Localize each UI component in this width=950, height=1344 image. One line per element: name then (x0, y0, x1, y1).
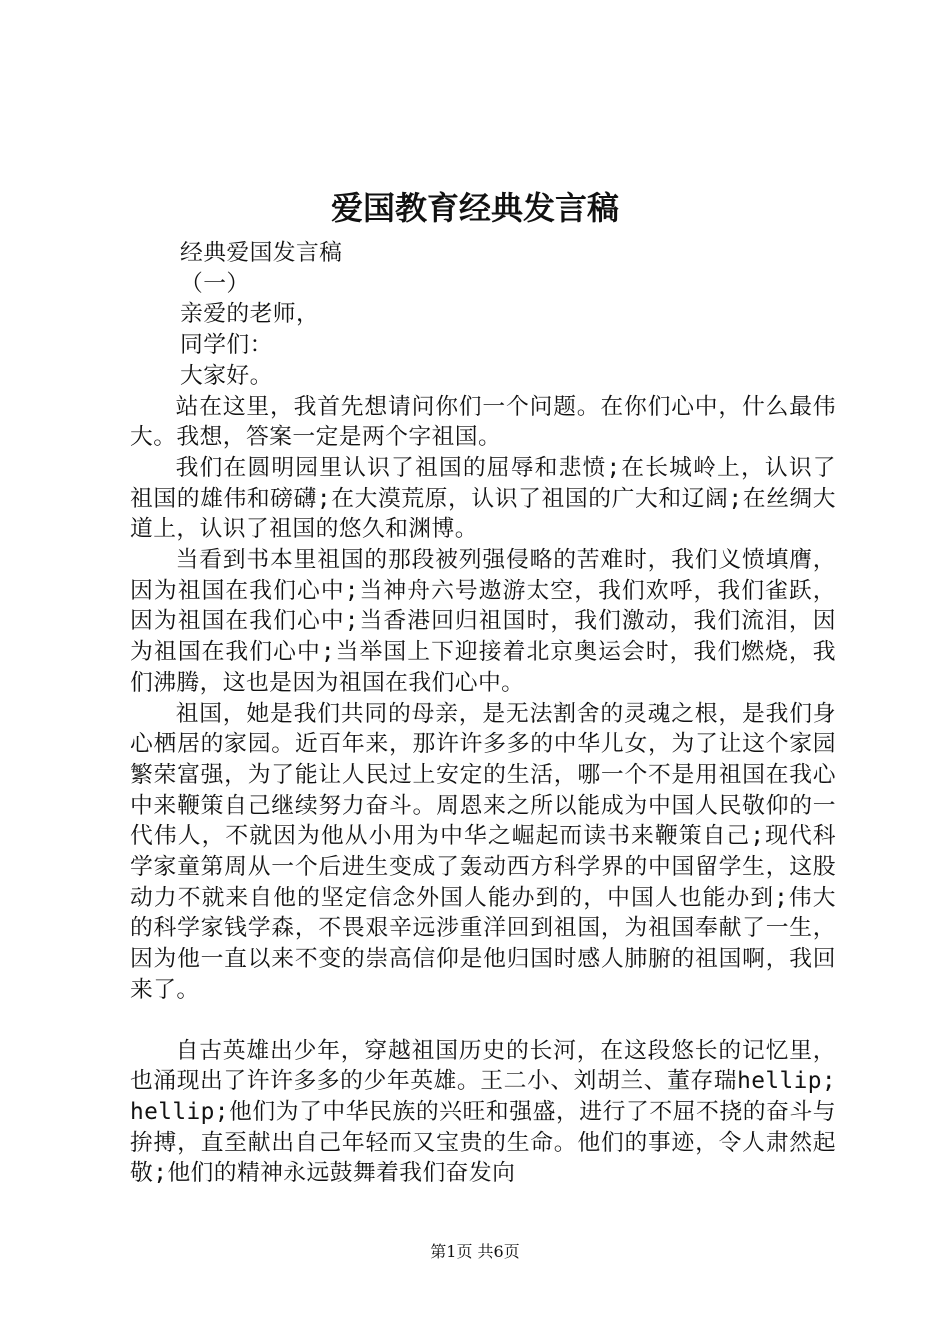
subtitle-line: 经典爱国发言稿 (180, 240, 343, 266)
salutation-teachers: 亲爱的老师， (180, 301, 320, 328)
paragraph-motherland: 祖国，她是我们共同的母亲，是无法割舍的灵魂之根，是我们身心栖居的家园。近百年来，那许许多多的中华儿女，为了让这个家园繁荣富强，为了能让人民过上安定的生活，哪一个不是用祖国在我心中来鞭策自己继续努力奋斗。周恩来之所以能成为中国人民敬仰的一代伟人，不就因为他从小用为中华之崛起而读书来鞭策自己;现代科学家童第周从一个后进生变成了轰动西方科学界的中国留学生，这股动力不就来自他的坚定信念外国人能办到的，中国人也能办到;伟大的科学家钱学森，不畏艰辛远涉重洋回到祖国，为祖国奉献了一生，因为他一直以来不变的崇高信仰是他归国时感人肺腑的祖国啊，我回来了。 (130, 700, 836, 1003)
section-marker: （一） (180, 270, 250, 297)
page-footer: 第1页 共6页 (430, 1242, 520, 1261)
salutation-students: 同学们： (180, 332, 273, 359)
document-body (130, 238, 836, 1189)
greeting: 大家好。 (180, 362, 273, 389)
paragraph-question: 站在这里，我首先想请问你们一个问题。在你们心中，什么最伟大。我想，答案一定是两个字祖国。 (130, 393, 836, 451)
paragraph-recognition: 我们在圆明园里认识了祖国的屈辱和悲愤;在长城岭上，认识了祖国的雄伟和磅礴;在大漠荒原，认识了祖国的广大和辽阔;在丝绸大道上，认识了祖国的悠久和渊博。 (130, 454, 836, 543)
paragraph-in-our-hearts: 当看到书本里祖国的那段被列强侵略的苦难时，我们义愤填膺，因为祖国在我们心中;当神舟六号遨游太空，我们欢呼，我们雀跃，因为祖国在我们心中;当香港回归祖国时，我们激动，我们流泪，因为祖国在我们心中;当举国上下迎接着北京奥运会时，我们燃烧，我们沸腾，这也是因为祖国在我们心中。 (130, 547, 836, 696)
paragraph-young-heroes: 自古英雄出少年，穿越祖国历史的长河，在这段悠长的记忆里，也涌现出了许许多多的少年英雄。王二小、刘胡兰、董存瑞hellip;hellip;他们为了中华民族的兴旺和强盛，进行了不屈不挠的奋斗与拚搏，直至献出自己年轻而又宝贵的生命。他们的事迹，令人肃然起敬;他们的精神永远鼓舞着我们奋发向 (130, 1037, 836, 1187)
document-title: 爱国教育经典发言稿 (330, 189, 619, 227)
